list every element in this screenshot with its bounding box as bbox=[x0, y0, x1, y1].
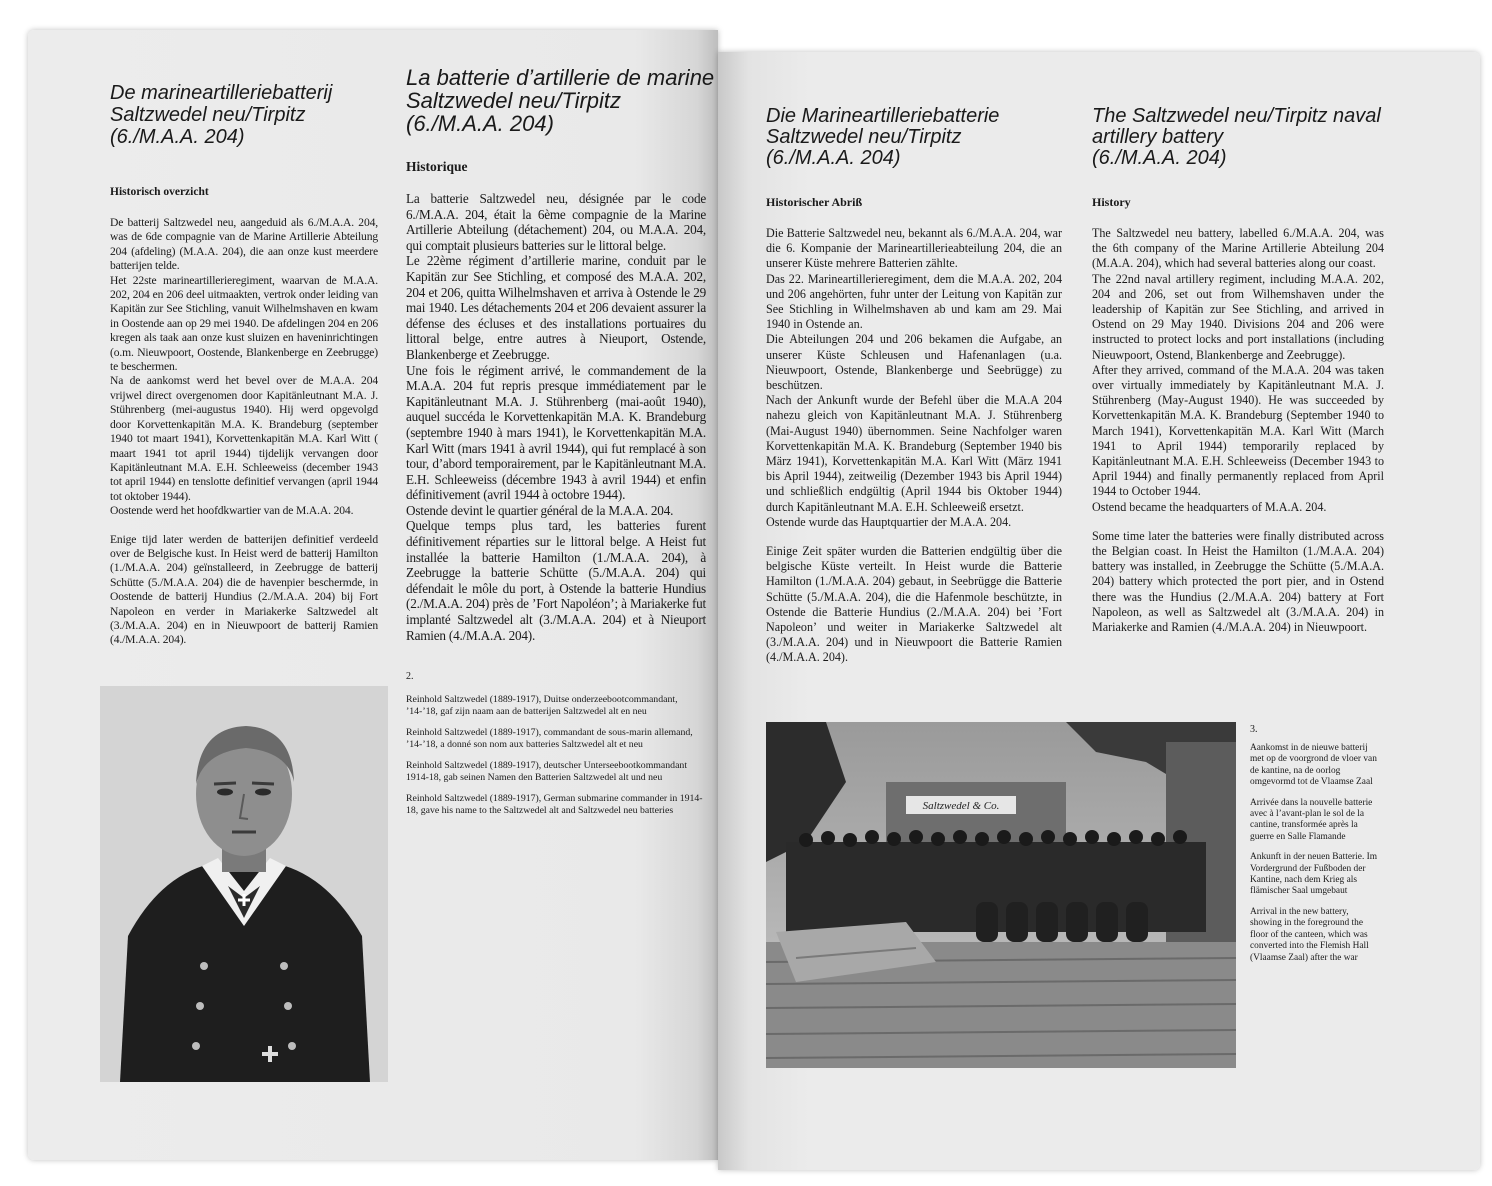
caption-english: Arrival in the new battery, showing in the foreground the floor of the canteen, which was converted into the Flemish Hall (Vlaamse Zaal) after the war bbox=[1250, 906, 1369, 963]
title-line: (6./M.A.A. 204) bbox=[1092, 147, 1227, 169]
paragraph: Une fois le régiment arrivé, le commandement de la M.A.A. 204 fut repris presque immédiatement par le Kapitänleutnant M.A. J. Stührenberg (mai-août 1940), auquel succéda le Korvettenkapitän M.A. K. Brandeburg (septembre 1940 à mars 1941), le Korvettenkapitän M.A. Karl Witt (mars 1941 à avril 1944), qui fut remplacé à son tour, d’abord temporairement, par le Kapitänleutnant M.A. E.H. Schleeweiss (décembre 1943 à avril 1944) et enfin définitivement (avril 1944 à octobre 1944). bbox=[406, 362, 706, 503]
paragraph: Ostend became the headquarters of M.A.A. 204. bbox=[1092, 499, 1327, 514]
title-line: Saltzwedel neu/Tirpitz bbox=[766, 126, 962, 148]
body-text-french bbox=[406, 191, 706, 643]
title-line: De marineartilleriebatterij bbox=[110, 82, 333, 104]
column-dutch bbox=[110, 82, 378, 648]
caption-dutch: Aankomst in de nieuwe batterij met op de voorgrond de vloer van de kantine, na de oorlog omgevormd tot de Vlaamse Zaal bbox=[1250, 743, 1377, 788]
body-text-german bbox=[766, 226, 1062, 666]
title-line: Die Marineartilleriebatterie bbox=[766, 105, 1000, 127]
title-line: artillery battery bbox=[1092, 126, 1224, 148]
title-line: (6./M.A.A. 204) bbox=[110, 126, 245, 148]
paragraph: The Saltzwedel neu battery, labelled 6./M.A.A. 204, was the 6th company of the Marine Artillerie Abteilung 204 (M.A.A. 204), which had several batteries along our coast. bbox=[1092, 226, 1384, 271]
paragraph: Die Batterie Saltzwedel neu, bekannt als 6./M.A.A. 204, war die 6. Kompanie der Marineartillerieabteilung 204, die an unserer Küste mehrere Batterien zählte. bbox=[766, 226, 1062, 271]
section-title-english bbox=[1092, 106, 1384, 169]
figure-caption-block bbox=[1250, 724, 1380, 973]
paragraph: Ostende wurde das Hauptquartier der M.A.A. 204. bbox=[766, 514, 1012, 529]
left-page bbox=[28, 30, 718, 1160]
body-text-dutch bbox=[110, 216, 378, 648]
paragraph: Die Abteilungen 204 und 206 bekamen die Aufgabe, an unserer Küste Schleusen und Hafenanlagen (u.a. Nieuwpoort, Ostende, Blankenberge und Seebrügge) zu beschützen. bbox=[766, 332, 1062, 393]
caption-german: Reinhold Saltzwedel (1889-1917), deutscher Unterseebootkommandant 1914-18, gab seinen Namen den Batterien Saltzwedel alt und neu bbox=[406, 760, 688, 784]
paragraph: La batterie Saltzwedel neu, désignée par le code 6./M.A.A. 204, était la 6ème compagnie de la Marine Artillerie Abteilung (détachement) 204, ou M.A.A. 204, qui comptait plusieurs batteries sur le littoral belge. bbox=[406, 191, 706, 253]
figure-caption-block bbox=[406, 671, 706, 817]
portrait-photo bbox=[100, 686, 388, 1082]
battery-scene-illustration bbox=[766, 722, 1236, 1068]
paragraph: After they arrived, command of the M.A.A. 204 was taken over virtually immediately by Kapitänleutnant M.A. J. Stührenberg (May-August 1940). He was succeeded by Korvettenkapitän M.A. K. Brandeburg (September 1940 to March 1941), Korvettenkapitän M.A. Karl Witt (March 1941 to April 1944) temporarily replaced by Kapitänleutnant M.A. E.H. Schleeweiss (December 1943 to April 1944) and finally permanently replaced from April 1944 to October 1944. bbox=[1092, 362, 1384, 499]
caption-french: Arrivée dans la nouvelle batterie avec à l’avant-plan le sol de la cantine, transformée après la guerre en Salle Flamande bbox=[1250, 797, 1373, 842]
paragraph: Das 22. Marineartillerieregiment, dem die M.A.A. 202, 204 und 206 angehörten, fuhr unter der Leitung von Kapitän zur See Stichling in Wilhelmshaven ab und kam am 29. Mai 1940 in Ostende an. bbox=[766, 271, 1062, 332]
caption-french: Reinhold Saltzwedel (1889-1917), commandant de sous-marin allemand, ’14-’18, a donné son nom aux batteries Saltzwedel alt et neu bbox=[406, 727, 693, 751]
sign-text: Saltzwedel & Co. bbox=[922, 800, 1000, 812]
paragraph: Na de aankomst werd het bevel over de M.A.A. 204 vrijwel direct overgenomen door Kapitänleutnant M.A. J. Stührenberg (mei-augustus 1940). Hij werd opgevolgd door Korvettenkapitän M.A. K. Brandeburg (september 1940 tot maart 1941), Korvettenkapitän M.A. Karl Witt ( maart 1941 tot april 1944) tijdelijk vervangen door Kapitänleutnant M.A. E.H. Schleeweiss (december 1943 tot april 1944) en tenslotte definitief vervangen (april 1944 tot oktober 1944). bbox=[110, 374, 378, 503]
paragraph: Enige tijd later werden de batterijen definitief verdeeld over de Belgische kust. In Heist werd de batterij Hamilton (1./M.A.A. 204) geïnstalleerd, in Zeebrugge de batterij Schütte (5./M.A.A. 204) die de havenpier beschermde, in Oostende de batterij Hundius (2./M.A.A. 204) bij Fort Napoleon en verder in Mariakerke Saltzwedel alt (3./M.A.A. 204) en in Nieuwpoort de batterij Ramien (4./M.A.A. 204). bbox=[110, 532, 378, 647]
paragraph: Het 22ste marineartillerieregiment, waarvan de M.A.A. 202, 204 en 206 deel uitmaakten, vertrok onder leiding van Kapitän zur See Stichling, vanuit Wilhelmshaven en kwam in Oostende aan op 29 mei 1940. De afdelingen 204 en 206 kregen als taak aan onze kust sluizen en haveninrichtingen (o.m. Nieuwpoort, Oostende, Blankenberge en Zeebrugge) te beschermen. bbox=[110, 273, 378, 374]
subheading-dutch: Historisch overzicht bbox=[110, 186, 209, 198]
section-title-french bbox=[406, 65, 715, 136]
paragraph: The 22nd naval artillery regiment, including M.A.A. 202, 204 and 206, set out from Wilhemshaven under the leadership of Kapitän zur See Stichling, and arrived in Ostend on 29 May 1940. Divisions 204 and 206 were instructed to protect locks and port installations (including Nieuwpoort, Ostend, Blankenberge and Zeebrugge). bbox=[1092, 271, 1384, 362]
subheading-german: Historischer Abriß bbox=[766, 195, 863, 209]
subheading-english: History bbox=[1092, 195, 1131, 209]
figure-number: 3. bbox=[1250, 724, 1258, 735]
column-english bbox=[1092, 106, 1384, 635]
column-german bbox=[766, 106, 1062, 666]
column-french bbox=[406, 65, 715, 826]
figure-number: 2. bbox=[406, 671, 414, 683]
right-page bbox=[718, 52, 1480, 1170]
title-line: Saltzwedel neu/Tirpitz bbox=[110, 104, 306, 126]
subheading-french: Historique bbox=[406, 159, 468, 174]
title-line: The Saltzwedel neu/Tirpitz naval bbox=[1092, 105, 1381, 127]
paragraph: Some time later the batteries were finally distributed across the Belgian coast. In Heist the Hamilton (1./M.A.A. 204) battery was installed, in Zeebrugge the Schütte (5./M.A.A. 204) battery which protected the port pier, and in Ostend there was the Hundius (2./M.A.A. 204) battery at Fort Napoleon, as well as Saltzwedel alt (3./M.A.A. 204) in Mariakerke and Ramien (4./M.A.A. 204) in Nieuwpoort. bbox=[1092, 528, 1384, 635]
section-title-dutch bbox=[110, 82, 378, 148]
title-line: Saltzwedel neu/Tirpitz bbox=[406, 88, 622, 113]
body-text-english bbox=[1092, 226, 1384, 635]
paragraph: Le 22ème régiment d’artillerie marine, conduit par le Kapitän zur See Stichling, et composé des M.A.A. 202, 204 et 206, quitta Wilhelmshaven et arriva à Ostende le 29 mai 1940. Les détachements 204 et 206 devaient assurer la défense des écluses et des installations portuaires du littoral belge, entre autres à Nieuport, Ostende, Blankenberge et Zeebrugge. bbox=[406, 253, 706, 362]
paragraph: Nach der Ankunft wurde der Befehl über die M.A.A 204 nahezu gleich von Kapitänleutnant M.A. J. Stührenberg (Mai-August 1940) übernommen. Seine Nachfolger waren Korvettenkapitän M.A. K. Brandeburg (September 1940 bis März 1941), Korvettenkapitän M.A. Karl Witt (März 1941 bis April 1944), zeitweilig (Dezember 1943 bis April 1944) und schließlich endgültig (April 1944 bis Oktober 1944) durch Kapitänleutnant M.A. E.H. Schleeweiß ersetzt. bbox=[766, 393, 1062, 514]
paragraph: Oostende werd het hoofdkwartier van de M.A.A. 204. bbox=[110, 504, 354, 518]
title-line: La batterie d’artillerie de marine bbox=[406, 65, 715, 90]
paragraph: De batterij Saltzwedel neu, aangeduid als 6./M.A.A. 204, was de 6de compagnie van de Marine Artillerie Abteilung 204 (afdeling) (M.A.A. 204), die aan onze kust meerdere batterijen telde. bbox=[110, 216, 378, 273]
paragraph: Einige Zeit später wurden die Batterien endgültig über die belgische Küste verteilt. In Heist wurde die Batterie Hamilton (1./M.A.A. 204) gebaut, in Seebrügge die Batterie Schütte (5./M.A.A. 204), die die Hafenmole beschützte, in Ostende die Batterie Hundius (2./M.A.A. 204) bei ’Fort Napoleon’ und weiter in Mariakerke Saltzwedel alt (3./M.A.A. 204) und in Nieuwpoort die Batterie Ramien (4./M.A.A. 204). bbox=[766, 544, 1062, 665]
battery-arrival-photo bbox=[766, 722, 1236, 1068]
caption-dutch: Reinhold Saltzwedel (1889-1917), Duitse onderzeebootcommandant, ’14-’18, gaf zijn naam aan de batterijen Saltzwedel alt en neu bbox=[406, 694, 678, 718]
paragraph: Quelque temps plus tard, les batteries furent définitivement réparties sur le littoral belge. A Heist fut installée la batterie Hamilton (1./M.A.A. 204), à Zeebrugge la batterie Schütte (5./M.A.A. 204) qui défendait le môle du port, à Ostende la batterie Hundius (2./M.A.A. 204) près de ’Fort Napoléon’; à Mariakerke fut implanté Saltzwedel alt (3./M.A.A. 204) et à Nieuport Ramien (4./M.A.A. 204). bbox=[406, 518, 706, 643]
paragraph: Ostende devint le quartier général de la M.A.A. 204. bbox=[406, 502, 674, 518]
caption-english: Reinhold Saltzwedel (1889-1917), German submarine commander in 1914-18, gave his name to the Saltzwedel alt and Saltzwedel neu batteries bbox=[406, 793, 703, 817]
title-line: (6./M.A.A. 204) bbox=[406, 111, 554, 136]
section-title-german bbox=[766, 106, 1062, 169]
portrait-illustration bbox=[100, 686, 388, 1082]
title-line: (6./M.A.A. 204) bbox=[766, 147, 901, 169]
caption-german: Ankunft in der neuen Batterie. Im Vordergrund der Fußboden der Kantine, nach dem Krieg als flämischer Saal umgebaut bbox=[1250, 852, 1378, 897]
